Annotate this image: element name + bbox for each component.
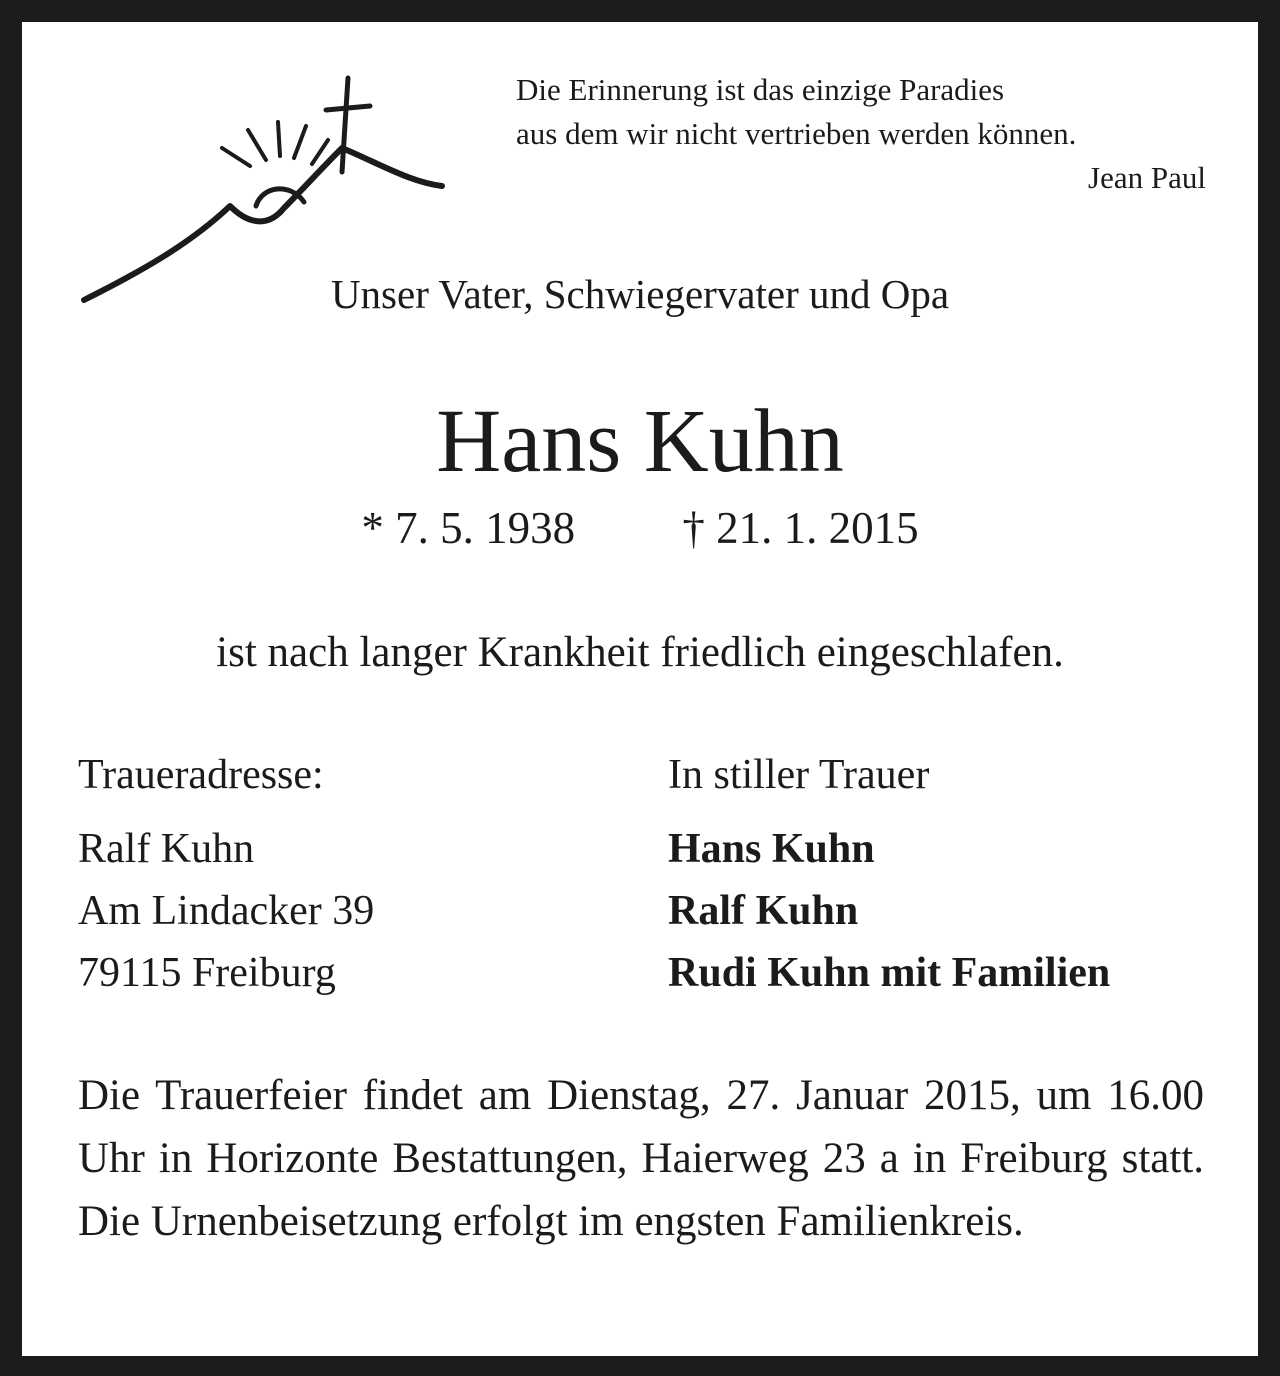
intro-line: Unser Vater, Schwiegervater und Opa — [330, 271, 950, 317]
life-dates — [22, 500, 1258, 556]
funeral-notice: Die Trauerfeier findet am Dienstag, 27. Januar 2015, um 16.00 Uhr in Horizonte Bestattungen, Haierweg 23 a in Freiburg statt. Die Urnenbeisetzung erfolgt im engsten Familienkreis. — [78, 1072, 1204, 1245]
death-date: † 21. 1. 2015 — [682, 503, 919, 553]
mourning-address — [78, 744, 638, 1004]
mourner-name: Rudi Kuhn mit Familien — [668, 950, 1111, 996]
birth-date: * 7. 5. 1938 — [361, 503, 576, 553]
address-heading: Traueradresse: — [78, 752, 324, 798]
deceased-name: Hans Kuhn — [436, 392, 844, 491]
mourner-name: Ralf Kuhn — [668, 888, 859, 934]
obituary-card — [22, 22, 1258, 1356]
passing-sentence: ist nach langer Krankheit friedlich eingeschlafen. — [216, 629, 1064, 676]
epigraph-quote — [516, 68, 1206, 200]
mourners-list — [668, 744, 1248, 1004]
quote-author: Jean Paul — [1088, 160, 1206, 195]
quote-line-2: aus dem wir nicht vertrieben werden können. — [516, 116, 1077, 151]
mourners-heading: In stiller Trauer — [668, 752, 930, 798]
mourner-name: Hans Kuhn — [668, 826, 875, 872]
address-line: 79115 Freiburg — [78, 950, 336, 996]
quote-line-1: Die Erinnerung ist das einzige Paradies — [516, 72, 1005, 107]
address-line: Ralf Kuhn — [78, 826, 255, 872]
address-line: Am Lindacker 39 — [78, 888, 375, 934]
